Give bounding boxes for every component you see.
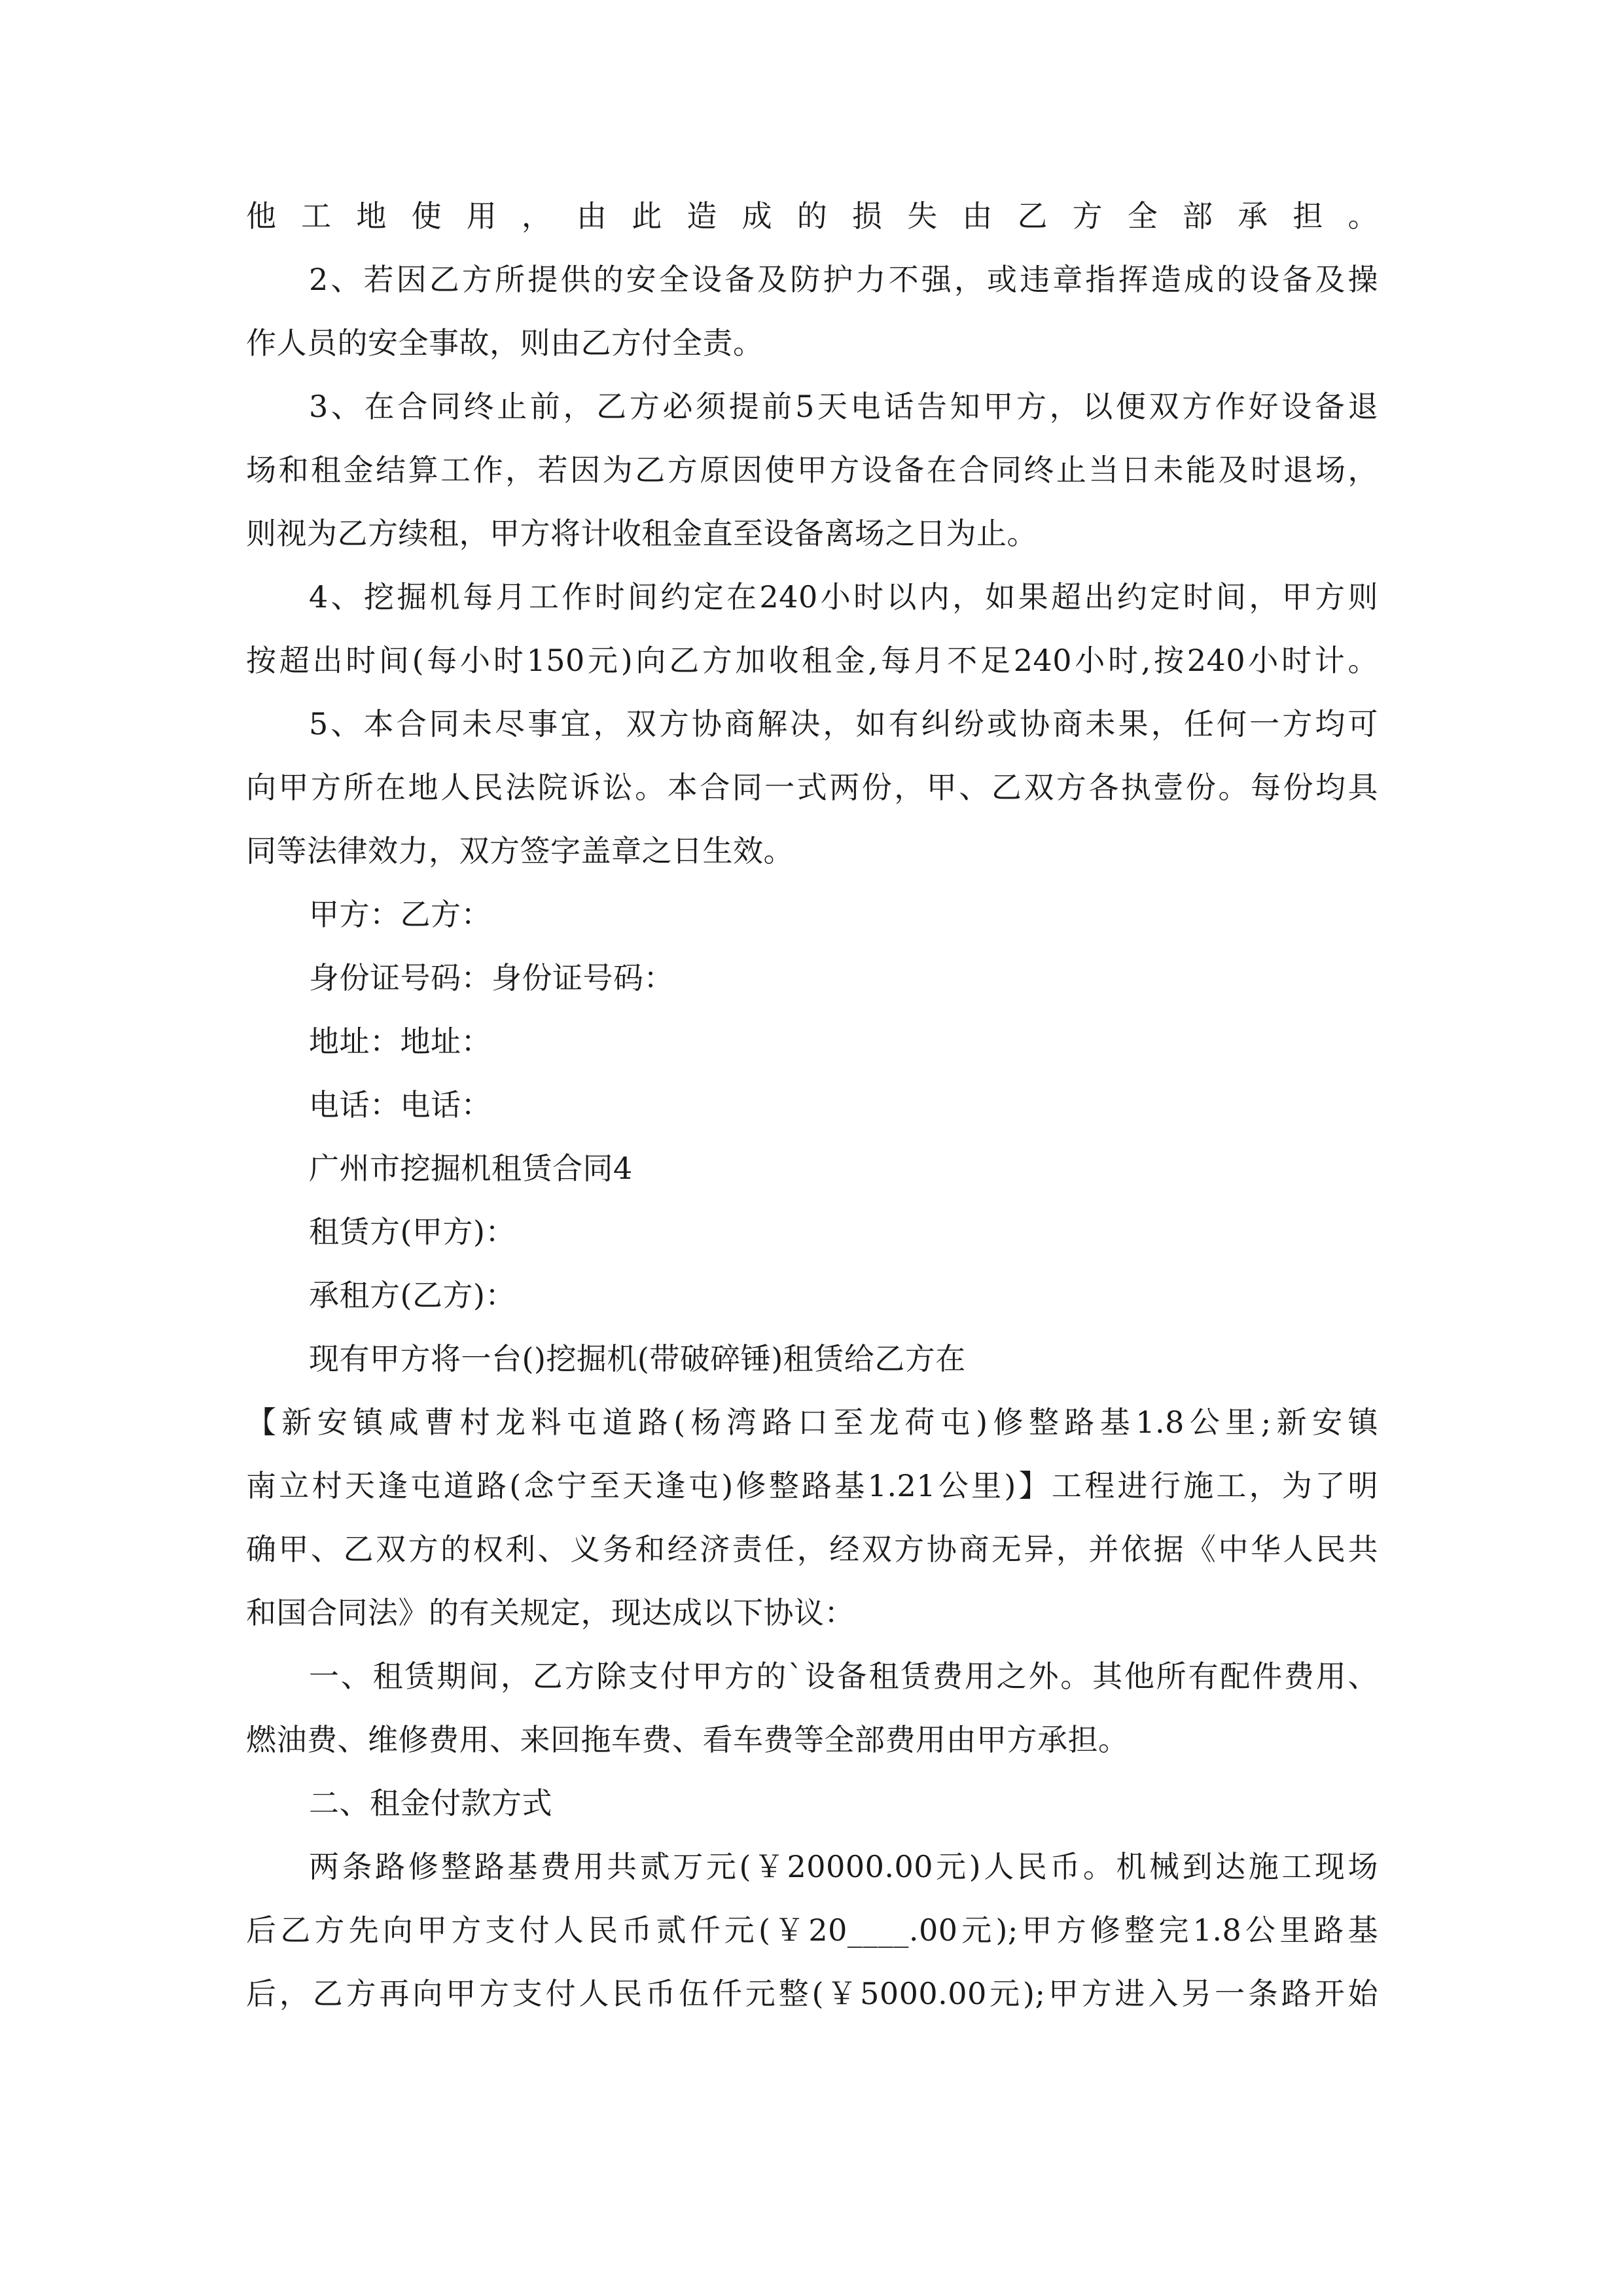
text-line: 则视为乙方续租，甲方将计收租金直至设备离场之日为止。 — [246, 516, 1037, 551]
text-line: 现有甲方将一台()挖掘机(带破碎锤)租赁给乙方在 — [309, 1341, 966, 1376]
text-line: 5、本合同未尽事宜，双方协商解决，如有纠纷或协商未果，任何一方均可 — [309, 706, 1378, 742]
text-line: 场和租金结算工作，若因为乙方原因使甲方设备在合同终止当日未能及时退场， — [246, 452, 1378, 488]
text-line: 3、在合同终止前，乙方必须提前5天电话告知甲方，以便双方作好设备退 — [309, 389, 1378, 424]
text-line: 和国合同法》的有关规定，现达成以下协议： — [246, 1595, 855, 1630]
id-number-line: 身份证号码：身份证号码： — [309, 960, 674, 996]
lessee-line: 承租方(乙方)： — [309, 1278, 516, 1313]
signature-party-line: 甲方：乙方： — [309, 897, 491, 932]
section-heading: 二、租金付款方式 — [309, 1785, 552, 1821]
text-line: 按超出时间(每小时150元)向乙方加收租金,每月不足240小时,按240小时计。 — [246, 643, 1378, 678]
text-line: 两条路修整路基费用共贰万元(￥20000.00元)人民币。机械到达施工现场 — [309, 1849, 1378, 1884]
text-line: 同等法律效力，双方签字盖章之日生效。 — [246, 833, 794, 869]
text-line: 燃油费、维修费用、来回拖车费、看车费等全部费用由甲方承担。 — [246, 1722, 1129, 1757]
text-line: 作人员的安全事故，则由乙方付全责。 — [246, 325, 764, 361]
contract-title: 广州市挖掘机租赁合同4 — [309, 1151, 633, 1186]
text-line: 后，乙方再向甲方支付人民币伍仟元整(￥5000.00元);甲方进入另一条路开始 — [246, 1976, 1378, 2011]
phone-line: 电话：电话： — [309, 1087, 491, 1122]
address-line: 地址：地址： — [309, 1024, 491, 1059]
text-line: 2、若因乙方所提供的安全设备及防护力不强，或违章指挥造成的设备及操 — [309, 262, 1378, 297]
lessor-line: 租赁方(甲方)： — [309, 1214, 516, 1249]
text-line: 后乙方先向甲方支付人民币贰仟元(￥20____.00元);甲方修整完1.8公里路基 — [246, 1912, 1378, 1948]
text-line: 南立村天逢屯道路(念宁至天逢屯)修整路基1.21公里)】工程进行施工，为了明 — [246, 1468, 1378, 1503]
text-line: 向甲方所在地人民法院诉讼。本合同一式两份，甲、乙双方各执壹份。每份均具 — [246, 770, 1378, 805]
text-line: 4、挖掘机每月工作时间约定在240小时以内，如果超出约定时间，甲方则 — [309, 579, 1378, 615]
text-line: 确甲、乙双方的权利、义务和经济责任，经双方协商无异，并依据《中华人民共 — [246, 1532, 1378, 1567]
text-line: 他工地使用，由此造成的损失由乙方全部承担。 — [246, 198, 1378, 234]
text-line: 【新安镇咸曹村龙料屯道路(杨湾路口至龙荷屯)修整路基1.8公里;新安镇 — [246, 1405, 1378, 1440]
text-line: 一、租赁期间，乙方除支付甲方的`设备租赁费用之外。其他所有配件费用、 — [309, 1659, 1378, 1694]
